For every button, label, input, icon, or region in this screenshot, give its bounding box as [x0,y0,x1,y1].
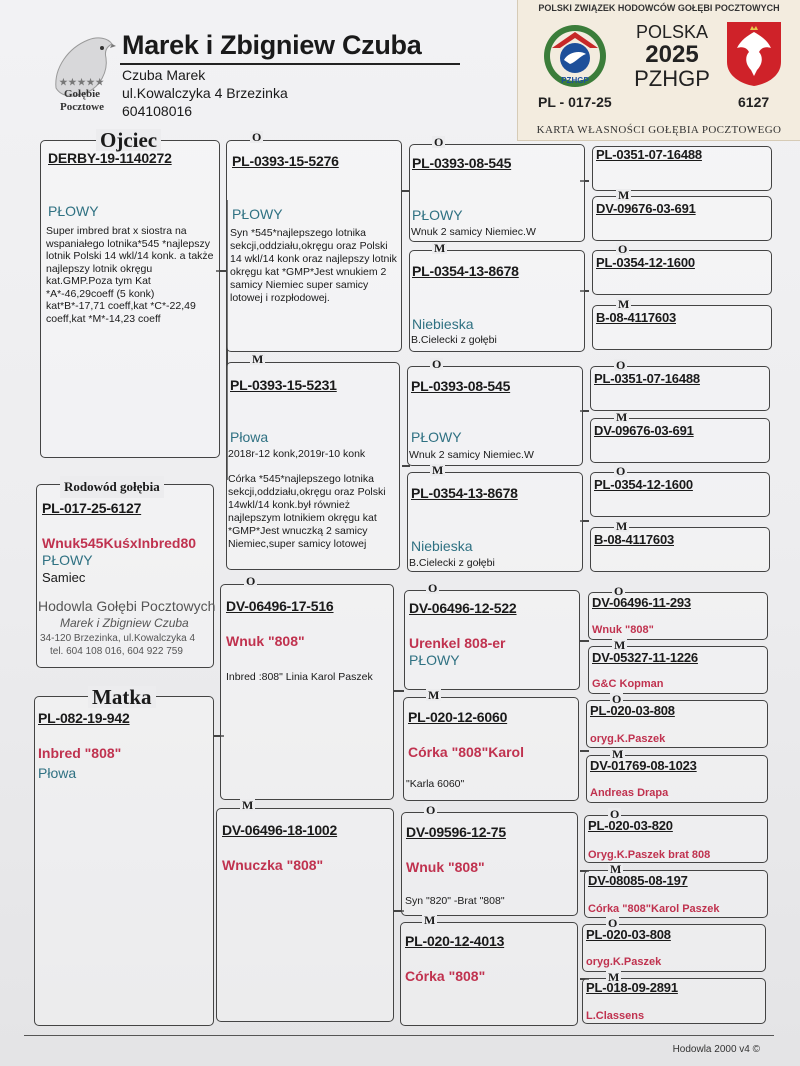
g4-note: Oryg.K.Paszek brat 808 [588,849,711,861]
g4-sex: O [614,584,624,598]
g4-sex: O [618,242,628,256]
owner-phone: 604108016 [122,103,193,119]
ownership-card [518,0,800,140]
mf-ring: DV-06496-17-516 [226,598,334,614]
mm-sex: M [242,798,254,812]
g4-ring: DV-01769-08-1023 [590,758,697,773]
title-underline [120,63,460,65]
g4-ring: PL-018-09-2891 [586,980,678,995]
connector [580,640,589,642]
g4-ring: B-08-4117603 [594,532,674,547]
subject-sex: Samiec [42,570,86,585]
fmm-color: Niebieska [411,538,473,554]
footer-rule [24,1035,774,1036]
father-color: PŁOWY [48,203,99,219]
polish-eagle-emblem-icon [723,18,785,88]
logo-text-pocztowe: Pocztowe [60,101,104,113]
fm-desc1: 2018r-12 konk,2019r-10 konk [228,448,366,460]
g4-ring: B-08-4117603 [596,310,676,325]
ffm-sex: M [434,241,446,255]
footer-text: Hodowla 2000 v4 © [672,1044,760,1055]
g4-sex: M [616,519,628,533]
g4-sex: M [614,638,626,652]
ff-sex: O [252,130,262,144]
fmm-description: B.Cielecki z gołębi [409,557,495,569]
mm-name: Wnuczka "808" [222,857,324,873]
owner-address: ul.Kowalczyka 4 Brzezinka [122,85,288,101]
card-ring-left: PL - 017-25 [538,94,612,110]
ff-color: PŁOWY [232,206,283,222]
subject-name: Wnuk545KuśxInbred80 [42,535,197,551]
mfm-description: "Karla 6060" [406,778,465,790]
g4-sex: O [616,464,626,478]
g4-sex: M [610,862,622,876]
g4-ring: DV-09676-03-691 [596,201,696,216]
card-org: PZHGP [634,66,710,91]
mmm-name: Córka "808" [405,968,486,984]
g4-sex: O [616,358,626,372]
g4-ring: PL-0354-12-1600 [596,255,695,270]
card-bottom-text: KARTA WŁASNOŚCI GOŁĘBIA POCZTOWEGO [536,124,782,136]
g4-note: G&C Kopman [592,678,664,690]
g4-ring: PL-0351-07-16488 [596,147,702,162]
g4-ring: DV-09676-03-691 [594,423,694,438]
g4-note: Andreas Drapa [590,787,669,799]
g4-sex: O [610,807,620,821]
card-country: POLSKA [635,22,709,42]
connector [394,690,404,692]
subject-label: Rodowód gołębia [60,476,164,498]
fmf-ring: PL-0393-08-545 [411,378,511,394]
card-year: 2025 [645,41,699,68]
ffm-ring: PL-0354-13-8678 [412,263,519,279]
mother-color: Płowa [38,765,77,781]
fm-color: Płowa [230,429,269,445]
g4-sex: O [608,916,618,930]
owner-name: Czuba Marek [122,67,206,83]
ffm-color: Niebieska [412,316,474,332]
fm-ring: PL-0393-15-5231 [230,377,337,393]
card-ring-right: 6127 [738,94,770,110]
fff-sex: O [434,135,444,149]
g4-ring: PL-0354-12-1600 [594,477,693,492]
badge-text: PZHGP [561,76,589,85]
g4-note: oryg.K.Paszek [590,733,666,745]
breeder-stamp-line1: Hodowla Gołębi Pocztowych [38,598,216,614]
g4-note: Wnuk "808" [592,624,654,636]
fm-desc2: Córka *545*najlepszego lotnika sekcji,oddziału,okręgu oraz Polski 14wkl/14 konk.był również najlepszym lotnikiem okręgu kat *GMP*Jest wnuczką 2 samicy Niemiec,super samicy lotowej [228,473,386,550]
ff-description: Syn *545*najlepszego lotnika sekcji,oddziału,okręgu oraz Polski 14 wkl/14 konk oraz najlepszy lotnik okręgu kat *GMP*Jest wnukiem 2 samicy Niemiec super samicy lotowej i rozpłodowej. [230,227,397,304]
fmm-ring: PL-0354-13-8678 [411,485,518,501]
father-label: Ojciec [96,129,161,151]
fmf-sex: O [432,357,442,371]
fm-sex: M [252,352,264,366]
mm-ring: DV-06496-18-1002 [222,822,338,838]
subject-color: PŁOWY [42,552,93,568]
mmf-description: Syn "820" -Brat "808" [405,895,505,907]
g4-ring: DV-08085-08-197 [588,873,688,888]
mf-box [220,584,394,800]
fmf-color: PŁOWY [411,429,462,445]
g4-sex: M [608,970,620,984]
mf-sex: O [246,574,256,588]
g4-ring: DV-06496-11-293 [592,595,691,610]
mmf-sex: O [426,803,436,817]
mff-ring: DV-06496-12-522 [409,600,517,616]
father-description: Super imbred brat x siostra na wspaniałego lotnika*545 *najlepszy lotnik Polski 14 wkl/14 konk. a także najlepszy lotnik okręgu kat.GMP.Poza tym Kat *A*-46,29coeff (5 konk) kat*B*-17,71 coeff,kat *C*-22,49 coeff,kat *M*-14,23 coeff [46,225,214,325]
g4-sex: M [618,188,630,202]
mfm-ring: PL-020-12-6060 [408,709,508,725]
mother-name: Inbred "808" [38,745,122,761]
fff-description: Wnuk 2 samicy Niemiec.W [411,226,536,238]
g4-ring: PL-020-03-808 [586,927,671,942]
page-title: Marek i Zbigniew Czuba [122,30,422,60]
breeder-stamp-line4: tel. 604 108 016, 604 922 759 [50,646,183,657]
g4-ring: DV-05327-11-1226 [592,650,698,665]
subject-ring: PL-017-25-6127 [42,500,142,516]
g4-sex: M [612,747,624,761]
mother-ring: PL-082-19-942 [38,710,130,726]
g4-note: Córka "808"Karol Paszek [588,903,720,915]
mother-label: Matka [88,686,156,708]
mmf-name: Wnuk "808" [406,859,485,875]
fmf-description: Wnuk 2 samicy Niemiec.W [409,449,534,461]
mm-box [216,808,394,1022]
mf-description: Inbred :808" Linia Karol Paszek [226,671,373,683]
mfm-name: Córka "808"Karol [408,744,524,760]
mff-sex: O [428,581,438,595]
mff-color: PŁOWY [409,652,460,668]
g4-note: L.Classens [586,1010,645,1022]
fff-ring: PL-0393-08-545 [412,155,512,171]
fmm-sex: M [432,463,444,477]
mfm-sex: M [428,688,440,702]
card-top-text: POLSKI ZWIĄZEK HODOWCÓW GOŁĘBI POCZTOWYCH [538,3,780,13]
logo-stars: ★★★★★ [59,77,105,87]
g4-sex: M [616,410,628,424]
mmf-ring: DV-09596-12-75 [406,824,506,840]
breeder-stamp-line3: 34-120 Brzezinka, ul.Kowalczyka 4 [40,633,196,644]
breeder-stamp-line2: Marek i Zbigniew Czuba [60,616,189,630]
g4-ring: PL-020-03-820 [588,818,673,833]
g4-ring: PL-020-03-808 [590,703,675,718]
logo-text-golebie: Gołębie [63,88,101,100]
father-ring: DERBY-19-1140272 [48,150,172,166]
g4-note: oryg.K.Paszek [586,956,662,968]
ff-ring: PL-0393-15-5276 [232,153,339,169]
ffm-description: B.Cielecki z gołębi [411,334,497,346]
g4-ring: PL-0351-07-16488 [594,371,700,386]
mf-name: Wnuk "808" [226,633,305,649]
g4-sex: M [618,297,630,311]
mff-name: Urenkel 808-er [409,635,506,651]
connector [580,750,589,752]
g4-sex: O [612,692,622,706]
mmm-sex: M [424,913,436,927]
mmm-ring: PL-020-12-4013 [405,933,505,949]
fff-color: PŁOWY [412,207,463,223]
